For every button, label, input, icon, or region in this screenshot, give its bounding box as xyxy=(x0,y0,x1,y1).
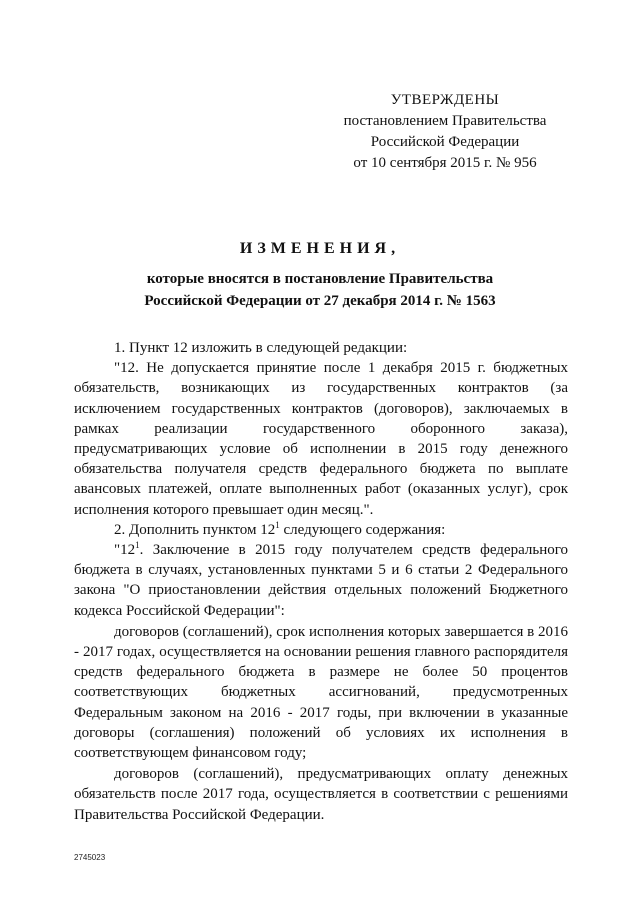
subtitle-line: которые вносятся в постановление Правительства xyxy=(146,271,494,287)
superscript: 1 xyxy=(135,540,140,551)
document-body xyxy=(74,338,568,825)
paragraph-2: "12. Не допускается принятие после 1 декабря 2015 г. бюджетных обязательств, возникающих из государственных контрактов (за исключением государственных контрактов (договоров), заключаемых в рамках реализации государственного оборонного заказа), предусматривающих условие об исполнении в 2015 году денежного обязательства получателя средств федерального бюджета по выплате авансовых платежей, оплате выполненных работ (оказанных услуг), срок исполнения которого превышает один месяц.". xyxy=(74,360,568,518)
paragraph-6: договоров (соглашений), предусматривающих оплату денежных обязательств после 2017 года, осуществляется в соответствии с решениями Правительства Российской Федерации. xyxy=(74,766,568,823)
paragraph-5: договоров (соглашений), срок исполнения которых завершается в 2016 - 2017 годах, осуществляется на основании решения главного распорядителя средств федерального бюджета в размере не более 50 процентов соответствующих бюджетных ассигнований, предусмотренных Федеральным законом на 2016 - 2017 годы, при включении в указанные договоры (соглашения) положений об условиях их исполнения в соответствующем финансовом году; xyxy=(74,623,568,762)
approval-date: от 10 сентября 2015 г. № 956 xyxy=(353,155,537,171)
paragraph-text: "12 xyxy=(114,542,136,559)
document-title: ИЗМЕНЕНИЯ, xyxy=(239,240,401,257)
paragraph-text: 2. Дополнить пунктом 12 xyxy=(114,521,276,538)
paragraph-4 xyxy=(74,540,568,621)
subtitle-line: Российской Федерации от 27 декабря 2014 г. № 1563 xyxy=(144,293,496,309)
superscript: 1 xyxy=(275,519,280,530)
paragraph-3 xyxy=(74,520,568,540)
document-subtitle xyxy=(60,268,580,312)
paragraph-text: . Заключение в 2015 году получателем средств федерального бюджета в случаях, установленных пунктами 5 и 6 статьи 2 Федерального закона "О приостановлении действия отдельных положений Бюджетного кодекса Российской Федерации": xyxy=(74,542,568,619)
paragraph-1: 1. Пункт 12 изложить в следующей редакции: xyxy=(114,340,408,356)
paragraph-text: следующего содержания: xyxy=(279,521,446,538)
title-block xyxy=(60,238,580,312)
approval-line: Российской Федерации xyxy=(370,134,520,150)
document-code: 2745023 xyxy=(74,853,106,862)
approval-stamp xyxy=(330,90,560,174)
approval-line: постановлением Правительства xyxy=(343,113,547,129)
approval-heading: УТВЕРЖДЕНЫ xyxy=(390,92,500,108)
